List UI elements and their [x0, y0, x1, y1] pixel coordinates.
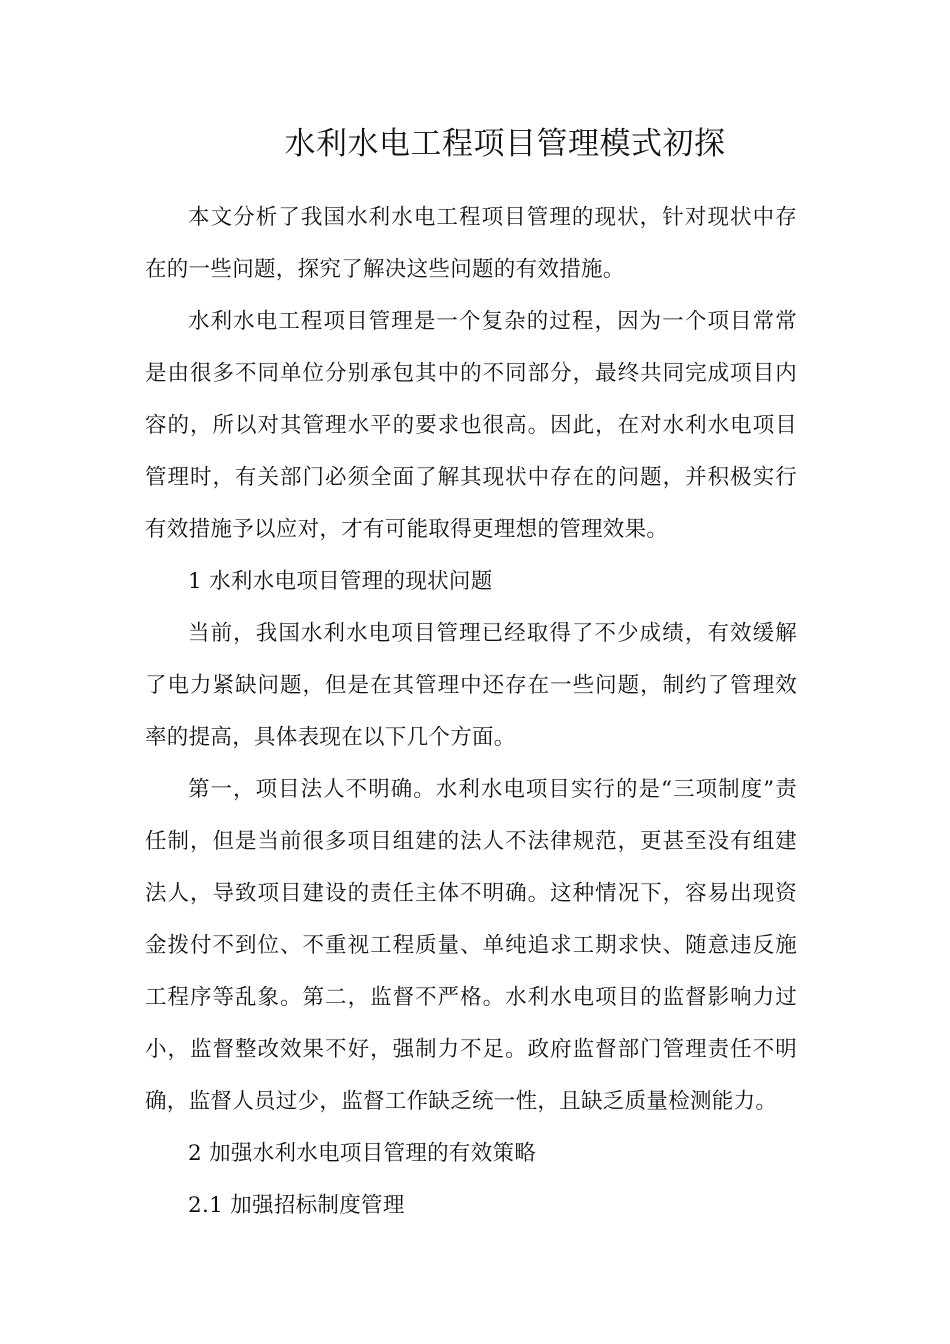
document-body	[145, 192, 797, 1232]
section-1-paragraph-2: 第一，项目法人不明确。水利水电项目实行的是“三项制度”责任制，但是当前很多项目组建的法人不法律规范，更甚至没有组建法人，导致项目建设的责任主体不明确。这种情况下，容易出现资金拨付不到位、不重视工程质量、单纯追求工期求快、随意违反施工程序等乱象。第二，监督不严格。水利水电项目的监督影响力过小，监督整改效果不好，强制力不足。政府监督部门管理责任不明确，监督人员过少，监督工作缺乏统一性，且缺乏质量检测能力。	[145, 777, 797, 1114]
section-1-paragraph-1: 当前，我国水利水电项目管理已经取得了不少成绩，有效缓解了电力紧缺问题，但是在其管理中还存在一些问题，制约了管理效率的提高，具体表现在以下几个方面。	[145, 621, 797, 750]
section-heading-1: 1 水利水电项目管理的现状问题	[188, 569, 493, 594]
subsection-heading-2-1: 2.1 加强招标制度管理	[188, 1193, 405, 1218]
document-title: 水利水电工程项目管理模式初探	[284, 126, 726, 162]
section-heading-2: 2 加强水利水电项目管理的有效策略	[188, 1141, 537, 1166]
intro-paragraph: 水利水电工程项目管理是一个复杂的过程，因为一个项目常常是由很多不同单位分别承包其中的不同部分，最终共同完成项目内容的，所以对其管理水平的要求也很高。因此，在对水利水电项目管理时，有关部门必须全面了解其现状中存在的问题，并积极实行有效措施予以应对，才有可能取得更理想的管理效果。	[145, 309, 797, 542]
abstract-paragraph: 本文分析了我国水利水电工程项目管理的现状，针对现状中存在的一些问题，探究了解决这些问题的有效措施。	[145, 205, 797, 282]
